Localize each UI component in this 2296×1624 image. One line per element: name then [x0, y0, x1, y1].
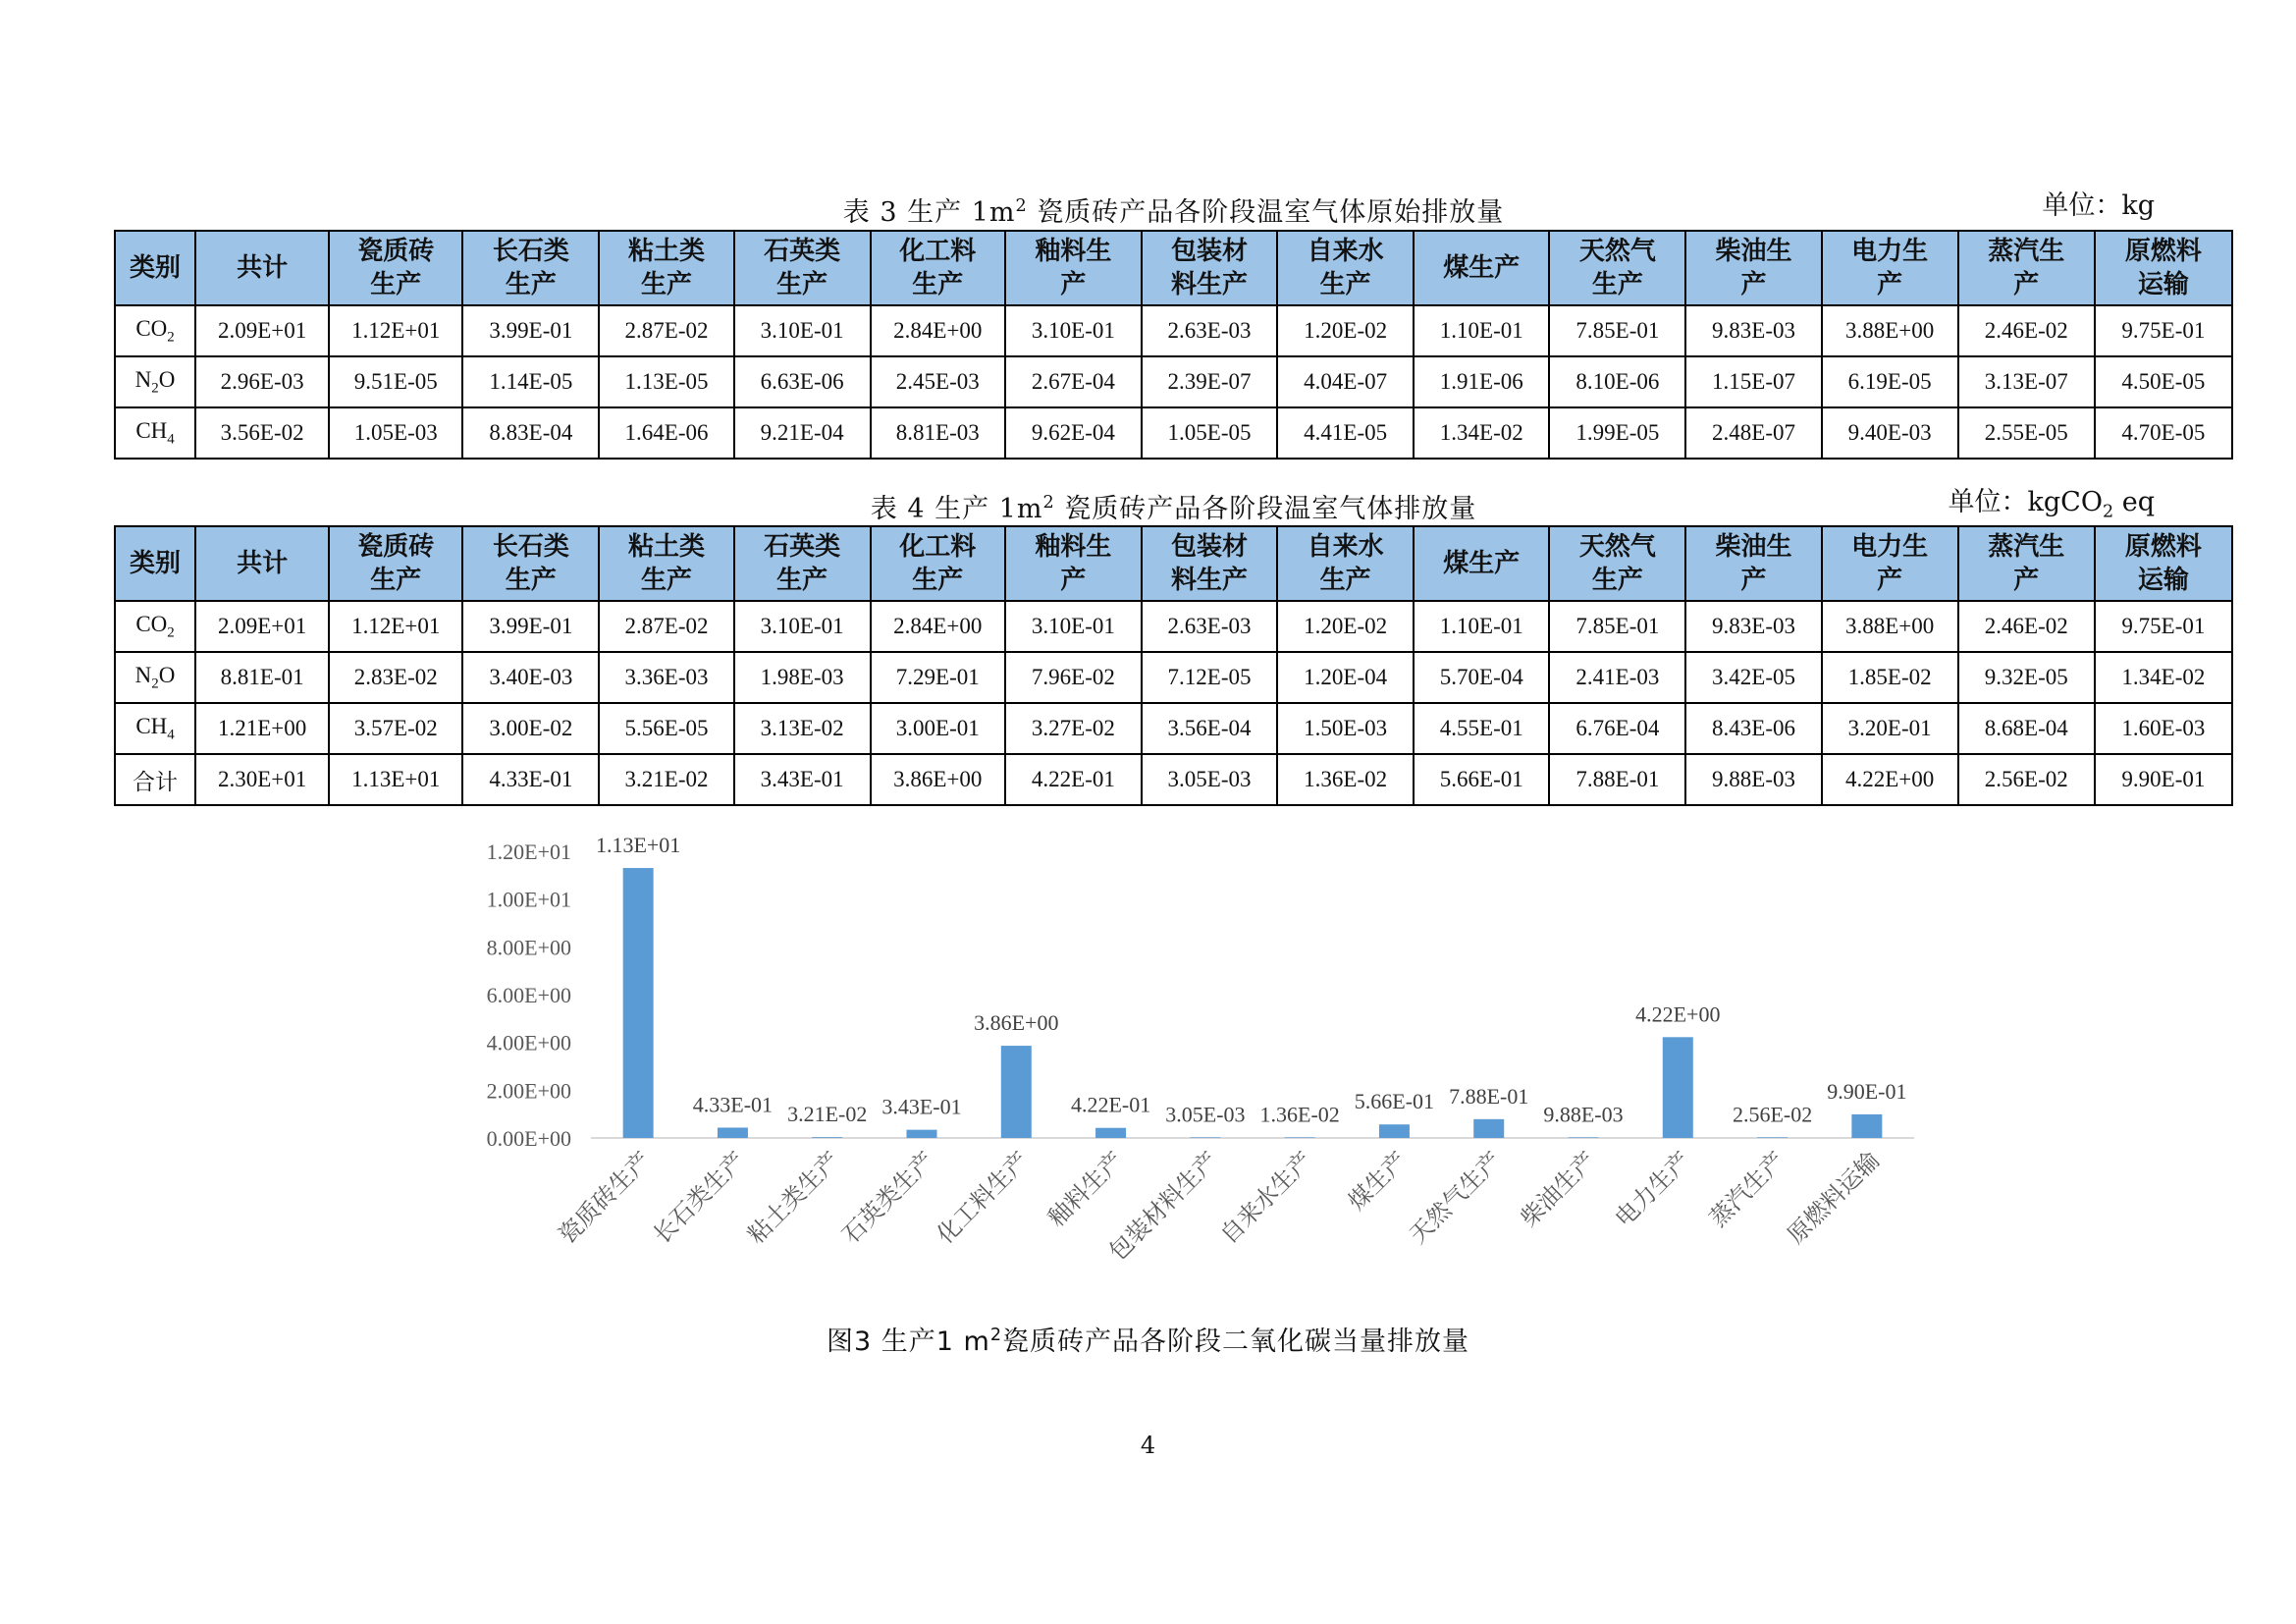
table-cell: 2.83E-02 [329, 652, 462, 703]
table-cell: 1.05E-03 [329, 407, 462, 459]
bar [1851, 1114, 1882, 1138]
data-label: 3.86E+00 [974, 1010, 1059, 1036]
table-cell: 3.00E-02 [462, 703, 599, 754]
table-cell: 1.91E-06 [1414, 356, 1549, 407]
x-tick-label: 蒸汽生产 [1704, 1146, 1790, 1233]
table-cell: 2.56E-02 [1958, 754, 2095, 805]
table-cell: 1.20E-02 [1277, 305, 1414, 356]
table-cell: 9.21E-04 [734, 407, 871, 459]
table-cell: 5.70E-04 [1414, 652, 1549, 703]
bar [1379, 1124, 1410, 1138]
y-tick-label: 1.20E+01 [486, 839, 571, 864]
x-tick-label: 化工料生产 [931, 1146, 1035, 1250]
bar [812, 1137, 842, 1138]
bar [1095, 1128, 1126, 1138]
table-cell: 1.34E-02 [2095, 652, 2232, 703]
table-cell: 4.55E-01 [1414, 703, 1549, 754]
x-tick-label: 长石类生产 [648, 1146, 751, 1250]
header-cell: 电力生 产 [1822, 526, 1958, 601]
table-cell: 4.50E-05 [2095, 356, 2232, 407]
y-tick-label: 1.00E+01 [486, 887, 571, 912]
y-tick-label: 0.00E+00 [486, 1126, 571, 1151]
x-tick-label: 原燃料运输 [1782, 1146, 1886, 1250]
y-tick-label: 8.00E+00 [486, 935, 571, 960]
y-tick-label: 2.00E+00 [486, 1078, 571, 1104]
table-cell: 3.05E-03 [1142, 754, 1277, 805]
data-label: 2.56E-02 [1732, 1102, 1813, 1127]
table-cell: 4.22E-01 [1005, 754, 1142, 805]
table-cell: 1.36E-02 [1277, 754, 1414, 805]
table-cell: 2.41E-03 [1549, 652, 1685, 703]
table-cell: 8.43E-06 [1685, 703, 1821, 754]
row-label: $CO_2$ [115, 601, 195, 652]
header-cell: 长石类 生产 [462, 231, 599, 305]
table-cell: 1.12E+01 [329, 305, 462, 356]
x-tick-label: 自来水生产 [1214, 1146, 1318, 1250]
table-cell: 6.63E-06 [734, 356, 871, 407]
table-cell: 1.85E-02 [1822, 652, 1958, 703]
bar [1569, 1137, 1599, 1138]
row-label: $N_2O$ [115, 652, 195, 703]
table-cell: 9.88E-03 [1685, 754, 1821, 805]
table-cell: 7.96E-02 [1005, 652, 1142, 703]
table-cell: 3.99E-01 [462, 601, 599, 652]
header-cell: 蒸汽生 产 [1958, 526, 2095, 601]
header-cell: 类别 [115, 231, 195, 305]
table-cell: 2.48E-07 [1685, 407, 1821, 459]
header-cell: 瓷质砖 生产 [329, 526, 462, 601]
table-cell: 1.10E-01 [1414, 305, 1549, 356]
data-label: 9.88E-03 [1543, 1102, 1624, 1127]
table-cell: 1.50E-03 [1277, 703, 1414, 754]
row-label: $N_2O$ [115, 356, 195, 407]
table-cell: 3.88E+00 [1822, 601, 1958, 652]
y-tick-label: 6.00E+00 [486, 983, 571, 1007]
header-cell: 瓷质砖 生产 [329, 231, 462, 305]
header-cell: 煤生产 [1414, 231, 1549, 305]
table-cell: 3.36E-03 [599, 652, 733, 703]
header-cell: 长石类 生产 [462, 526, 599, 601]
table-cell: 3.10E-01 [1005, 601, 1142, 652]
data-label: 3.21E-02 [787, 1102, 868, 1127]
header-cell: 原燃料 运输 [2095, 231, 2232, 305]
table-cell: 2.30E+01 [195, 754, 329, 805]
x-tick-label: 瓷质砖生产 [553, 1146, 657, 1250]
table-cell: 2.87E-02 [599, 305, 733, 356]
bar [1663, 1037, 1693, 1138]
table-cell: 1.98E-03 [734, 652, 871, 703]
table-cell: 1.14E-05 [462, 356, 599, 407]
table4-unit: 单位：kgCO$_2$ eq [1948, 487, 2155, 522]
header-cell: 粘土类 生产 [599, 526, 733, 601]
table3-caption: 表 3 生产 $1m^2$ 瓷质砖产品各阶段温室气体原始排放量 [842, 196, 1505, 228]
table-cell: 3.20E-01 [1822, 703, 1958, 754]
header-cell: 天然气 生产 [1549, 526, 1685, 601]
table-cell: 9.75E-01 [2095, 305, 2232, 356]
table-cell: 1.34E-02 [1414, 407, 1549, 459]
table-cell: 4.22E+00 [1822, 754, 1958, 805]
table-cell: 3.10E-01 [734, 601, 871, 652]
table-cell: 9.83E-03 [1685, 305, 1821, 356]
table-cell: 9.32E-05 [1958, 652, 2095, 703]
data-label: 9.90E-01 [1827, 1078, 1907, 1104]
table-cell: 4.70E-05 [2095, 407, 2232, 459]
table-cell: 8.81E-03 [871, 407, 1005, 459]
header-cell: 原燃料 运输 [2095, 526, 2232, 601]
table-cell: 6.76E-04 [1549, 703, 1685, 754]
table-cell: 8.81E-01 [195, 652, 329, 703]
header-cell: 蒸汽生 产 [1958, 231, 2095, 305]
header-cell: 柴油生 产 [1685, 231, 1821, 305]
header-cell: 包装材 料生产 [1142, 526, 1277, 601]
table-cell: 3.43E-01 [734, 754, 871, 805]
data-label: 3.43E-01 [881, 1094, 962, 1119]
table-cell: 9.51E-05 [329, 356, 462, 407]
row-label: $CH_4$ [115, 407, 195, 459]
header-cell: 化工料 生产 [871, 231, 1005, 305]
table-cell: 3.42E-05 [1685, 652, 1821, 703]
table-cell: 1.12E+01 [329, 601, 462, 652]
x-tick-label: 石英类生产 [836, 1146, 940, 1250]
data-label: 4.22E+00 [1635, 1001, 1721, 1027]
data-label: 3.05E-03 [1165, 1102, 1246, 1127]
bar [907, 1130, 937, 1138]
table-cell: 2.84E+00 [871, 601, 1005, 652]
header-cell: 煤生产 [1414, 526, 1549, 601]
table-cell: 1.15E-07 [1685, 356, 1821, 407]
bar [718, 1127, 748, 1138]
y-tick-label: 4.00E+00 [486, 1030, 571, 1056]
data-label: 1.36E-02 [1259, 1102, 1340, 1127]
header-cell: 共计 [195, 526, 329, 601]
data-label: 4.33E-01 [692, 1092, 774, 1117]
table-cell: 1.10E-01 [1414, 601, 1549, 652]
table-cell: 3.99E-01 [462, 305, 599, 356]
table-cell: 8.10E-06 [1549, 356, 1685, 407]
table-cell: 1.13E-05 [599, 356, 733, 407]
table-cell: 9.83E-03 [1685, 601, 1821, 652]
table-cell: 2.84E+00 [871, 305, 1005, 356]
header-cell: 共计 [195, 231, 329, 305]
table-cell: 3.00E-01 [871, 703, 1005, 754]
table-cell: 3.40E-03 [462, 652, 599, 703]
table-cell: 7.88E-01 [1549, 754, 1685, 805]
table-cell: 3.56E-02 [195, 407, 329, 459]
table-cell: 8.83E-04 [462, 407, 599, 459]
row-label: $CO_2$ [115, 305, 195, 356]
header-cell: 自来水 生产 [1277, 231, 1414, 305]
table-cell: 5.66E-01 [1414, 754, 1549, 805]
table-cell: 3.13E-02 [734, 703, 871, 754]
table-cell: 3.21E-02 [599, 754, 733, 805]
table-cell: 1.20E-04 [1277, 652, 1414, 703]
table-cell: 3.86E+00 [871, 754, 1005, 805]
bar [1285, 1137, 1315, 1138]
header-cell: 自来水 生产 [1277, 526, 1414, 601]
header-cell: 天然气 生产 [1549, 231, 1685, 305]
table-cell: 2.09E+01 [195, 601, 329, 652]
x-tick-label: 柴油生产 [1515, 1146, 1602, 1233]
table-cell: 3.10E-01 [1005, 305, 1142, 356]
data-label: 7.88E-01 [1449, 1083, 1529, 1109]
x-tick-label: 包装材料生产 [1103, 1146, 1224, 1267]
x-tick-label: 粘土类生产 [742, 1146, 845, 1250]
table-cell: 4.33E-01 [462, 754, 599, 805]
header-cell: 类别 [115, 526, 195, 601]
table-cell: 7.85E-01 [1549, 601, 1685, 652]
table-cell: 2.46E-02 [1958, 601, 2095, 652]
header-cell: 化工料 生产 [871, 526, 1005, 601]
table3-unit: 单位：kg [2042, 190, 2155, 221]
table-cell: 7.85E-01 [1549, 305, 1685, 356]
table-cell: 2.46E-02 [1958, 305, 2095, 356]
header-cell: 包装材 料生产 [1142, 231, 1277, 305]
table-cell: 9.40E-03 [1822, 407, 1958, 459]
header-cell: 石英类 生产 [734, 231, 871, 305]
table-cell: 2.96E-03 [195, 356, 329, 407]
table-cell: 9.62E-04 [1005, 407, 1142, 459]
table-cell: 1.05E-05 [1142, 407, 1277, 459]
x-tick-label: 煤生产 [1342, 1146, 1413, 1217]
header-cell: 釉料生 产 [1005, 231, 1142, 305]
bar [623, 868, 654, 1138]
table-cell: 3.56E-04 [1142, 703, 1277, 754]
table-cell: 2.87E-02 [599, 601, 733, 652]
table-cell: 7.29E-01 [871, 652, 1005, 703]
data-label: 4.22E-01 [1070, 1092, 1151, 1117]
table-cell: 4.04E-07 [1277, 356, 1414, 407]
table-cell: 9.90E-01 [2095, 754, 2232, 805]
table-cell: 3.13E-07 [1958, 356, 2095, 407]
table-cell: 1.20E-02 [1277, 601, 1414, 652]
bar [1001, 1046, 1032, 1138]
table-cell: 2.09E+01 [195, 305, 329, 356]
x-tick-label: 电力生产 [1609, 1146, 1696, 1233]
bar [1757, 1137, 1788, 1138]
table-cell: 2.45E-03 [871, 356, 1005, 407]
bar [1190, 1137, 1220, 1138]
bar [1473, 1119, 1504, 1138]
data-label: 5.66E-01 [1354, 1089, 1435, 1114]
table-cell: 6.19E-05 [1822, 356, 1958, 407]
table-cell: 1.60E-03 [2095, 703, 2232, 754]
table-cell: 7.12E-05 [1142, 652, 1277, 703]
table-cell: 2.55E-05 [1958, 407, 2095, 459]
table-cell: 2.39E-07 [1142, 356, 1277, 407]
figure-caption: 图3 生产1 $m^2$瓷质砖产品各阶段二氧化碳当量排放量 [827, 1326, 1469, 1357]
table-cell: 1.13E+01 [329, 754, 462, 805]
header-cell: 釉料生 产 [1005, 526, 1142, 601]
table-cell: 3.27E-02 [1005, 703, 1142, 754]
x-tick-label: 天然气生产 [1404, 1146, 1507, 1250]
table-cell: 4.41E-05 [1277, 407, 1414, 459]
page-number: 4 [1140, 1432, 1156, 1459]
table-cell: 3.10E-01 [734, 305, 871, 356]
table-cell: 8.68E-04 [1958, 703, 2095, 754]
table-cell: 5.56E-05 [599, 703, 733, 754]
table-cell: 1.21E+00 [195, 703, 329, 754]
table-cell: 3.57E-02 [329, 703, 462, 754]
table-cell: 3.88E+00 [1822, 305, 1958, 356]
data-label: 1.13E+01 [595, 833, 681, 858]
x-tick-label: 釉料生产 [1042, 1146, 1129, 1233]
row-label: $CH_4$ [115, 703, 195, 754]
header-cell: 石英类 生产 [734, 526, 871, 601]
table-cell: 9.75E-01 [2095, 601, 2232, 652]
table4-caption: 表 4 生产 $1m^2$ 瓷质砖产品各阶段温室气体排放量 [870, 493, 1477, 524]
row-label: 合计 [115, 754, 195, 805]
table-cell: 2.63E-03 [1142, 305, 1277, 356]
header-cell: 柴油生 产 [1685, 526, 1821, 601]
table-cell: 1.64E-06 [599, 407, 733, 459]
table-cell: 2.63E-03 [1142, 601, 1277, 652]
table-cell: 2.67E-04 [1005, 356, 1142, 407]
header-cell: 电力生 产 [1822, 231, 1958, 305]
header-cell: 粘土类 生产 [599, 231, 733, 305]
table-cell: 1.99E-05 [1549, 407, 1685, 459]
